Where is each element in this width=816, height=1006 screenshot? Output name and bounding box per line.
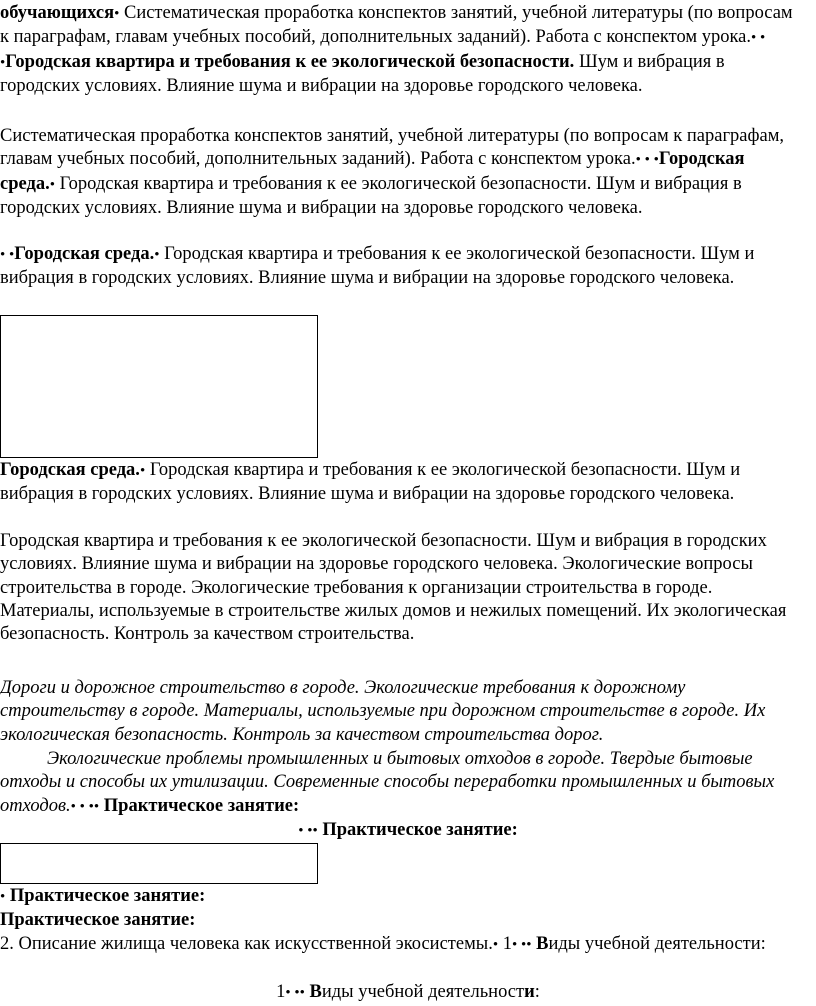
bold-heading: Городская среда. [14,244,155,264]
practical-heading: Практическое занятие: [5,886,206,906]
body-text: Городская квартира и требования к ее экологической безопасности. Шум и вибрация в городских условиях. Влияние шума и вибрации на здоровье городского человека. Экологические вопросы строительства в городе. Экологические требования к организации строительства в городе. Материалы, используемые в строительстве жилых домов и нежилых помещений. Их экологическая безопасность. Контроль за качеством строительства. [0,531,787,645]
paragraph-2 [0,125,800,220]
body-text: Городская квартира и требования к ее экологической безопасности. Шум и вибрация в городских условиях. Влияние шума и вибрации на здоровье городского человека. [0,244,755,289]
bold-heading: Городская квартира и требования к ее экологической безопасности. [5,51,575,72]
bold-heading: Городская среда. [0,460,140,480]
bullet-icon: • [154,247,160,263]
body-text: : [534,982,540,1002]
bold-heading: Городская среда. [0,149,745,194]
bullet-icon: • [49,176,55,193]
paragraph-9 [0,885,800,909]
body-text: Систематическая проработка конспектов занятий, учебной литературы (по вопросам к параграфам, главам учебных пособий, дополнительных заданий). Работа с конспектом урока. [0,126,785,170]
bullet-icon: • • •• [70,798,100,815]
bullet-icon: • [139,463,146,479]
bullet-icon: • • • [635,152,659,169]
bold-text: В [304,982,322,1002]
body-text: 1 [276,982,286,1002]
paragraph-11 [0,933,800,957]
italic-text: Дороги и дорожное строительство в городе. Экологические требования к дорожному строительству в городе. Материалы, используемые при дорожном строительстве в городе. Их экологическая безопасность. Контроль за качеством строительства дорог. [0,678,766,745]
practical-heading: Практическое занятие: [0,910,196,930]
bullet-icon: • [114,6,120,22]
body-text: иды учебной деятельности: [548,934,766,954]
bold-text: обучающихся [0,3,115,23]
bullet-icon: • [0,889,6,905]
body-text: Городская квартира и требования к ее экологической безопасности. Шум и вибрация в городских условиях. Влияние шума и вибрации на здоровье городского человека. [0,173,742,218]
paragraph-1 [0,2,800,98]
image-placeholder-frame [0,843,318,884]
paragraph-8 [0,819,816,843]
image-placeholder-frame [0,315,318,458]
italic-text: Экологические проблемы промышленных и бытовых отходов в городе. Твердые бытовые отходы и способы их утилизации. Современные способы переработки промышленных и бытовых отходов. [0,749,775,816]
body-text: Шум и вибрация в городских условиях. Влияние шума и вибрации на здоровье городского человека. [0,51,725,96]
body-text: 1 [498,934,512,954]
paragraph-12 [0,981,816,1005]
paragraph-4 [0,459,800,507]
practical-heading: Практическое занятие: [317,820,518,840]
paragraph-7 [0,748,800,819]
bullet-icon: • • • [0,30,766,71]
practical-heading: Практическое занятие: [99,795,300,816]
body-text: 2. Описание жилища человека как искусственной экосистемы. [0,934,493,954]
paragraph-6 [0,677,800,747]
body-text: Систематическая проработка конспектов занятий, учебной литературы (по вопросам к параграфам, главам учебных пособий, дополнительных заданий). Работа с конспектом урока. [0,3,793,48]
bullet-icon: • •• [298,823,318,839]
bullet-icon: • [492,937,499,953]
bold-text: В [531,934,549,954]
paragraph-3 [0,243,800,291]
paragraph-10 [0,909,800,932]
body-text: иды учебной деятельност [321,982,525,1002]
bullet-icon: • •• [285,985,305,1001]
paragraph-5 [0,530,800,646]
bullet-icon: • •• [511,937,532,953]
bold-text: и [524,982,535,1002]
bullet-icon: • • [0,247,15,263]
body-text: Городская квартира и требования к ее экологической безопасности. Шум и вибрация в городских условиях. Влияние шума и вибрации на здоровье городского человека. [0,460,741,505]
